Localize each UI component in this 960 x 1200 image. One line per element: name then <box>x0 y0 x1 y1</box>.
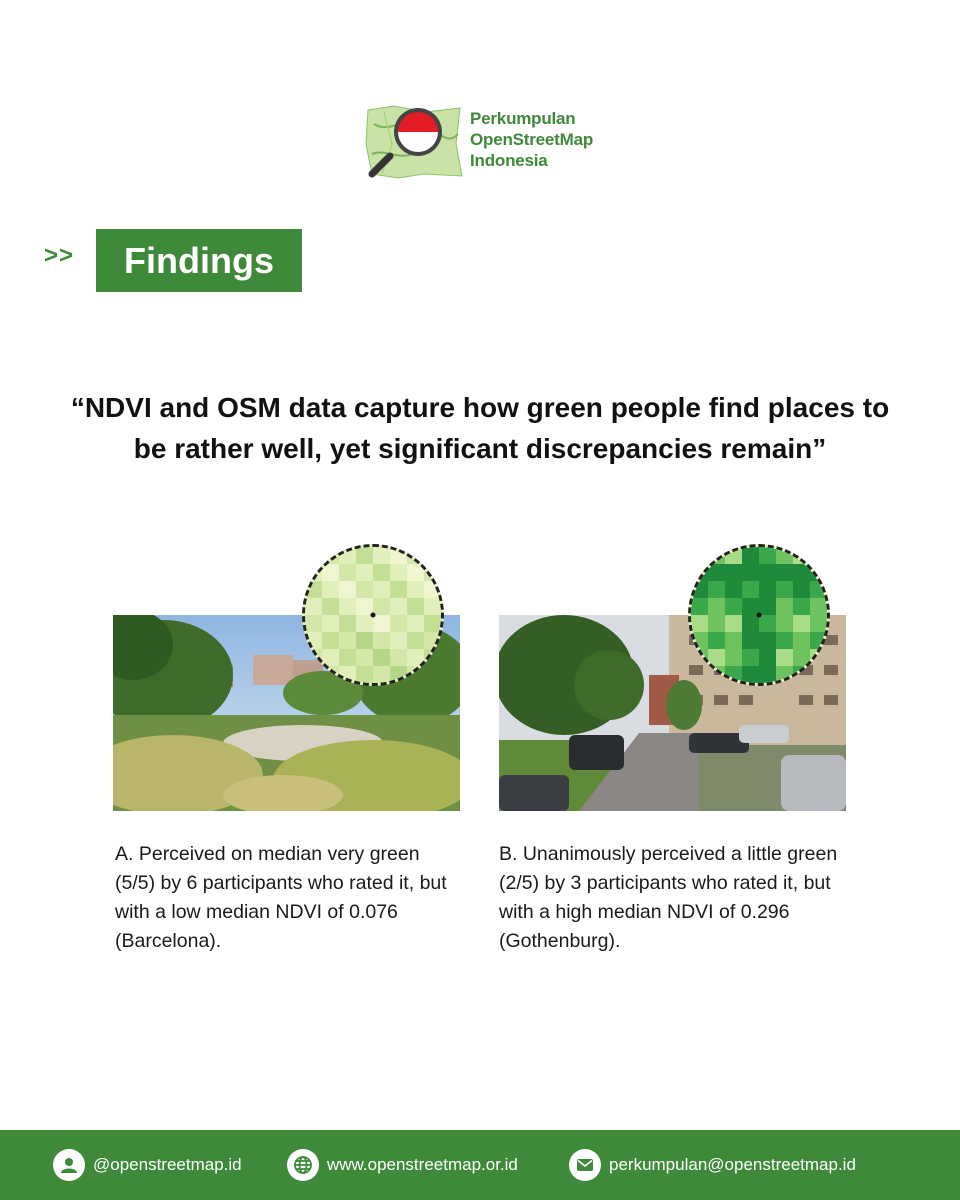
logo-line-3: Indonesia <box>470 151 548 170</box>
section-title-box <box>96 229 302 292</box>
footer-social[interactable] <box>53 1149 242 1181</box>
globe-icon <box>287 1149 319 1181</box>
footer <box>0 1130 960 1200</box>
magnifier-flag-icon <box>364 104 464 180</box>
social-handle: @openstreetmap.id <box>93 1155 242 1174</box>
ndvi-lens-b <box>688 544 830 686</box>
footer-website[interactable] <box>287 1149 518 1181</box>
section-title: Findings <box>124 239 274 281</box>
website-url: www.openstreetmap.or.id <box>327 1155 518 1174</box>
chevron-icon: >> <box>44 242 75 269</box>
logo-line-2: OpenStreetMap <box>470 130 594 149</box>
osm-indonesia-logo <box>364 104 604 180</box>
caption-a: A. Perceived on median very green (5/5) by 6 participants who rated it, but with a low median NDVI of 0.076 (Barcelona). <box>115 843 447 952</box>
caption-b: B. Unanimously perceived a little green (2/5) by 3 participants who rated it, but with a high median NDVI of 0.296 (Gothenburg). <box>499 843 838 952</box>
ndvi-lens-a <box>302 544 444 686</box>
footer-email[interactable] <box>569 1149 856 1181</box>
user-icon <box>53 1149 85 1181</box>
logo-line-1: Perkumpulan <box>470 109 576 128</box>
mail-icon <box>569 1149 601 1181</box>
email-address: perkumpulan@openstreetmap.id <box>609 1155 856 1174</box>
quote-text: “NDVI and OSM data capture how green people find places to be rather well, yet significant discrepancies remain” <box>70 392 890 464</box>
